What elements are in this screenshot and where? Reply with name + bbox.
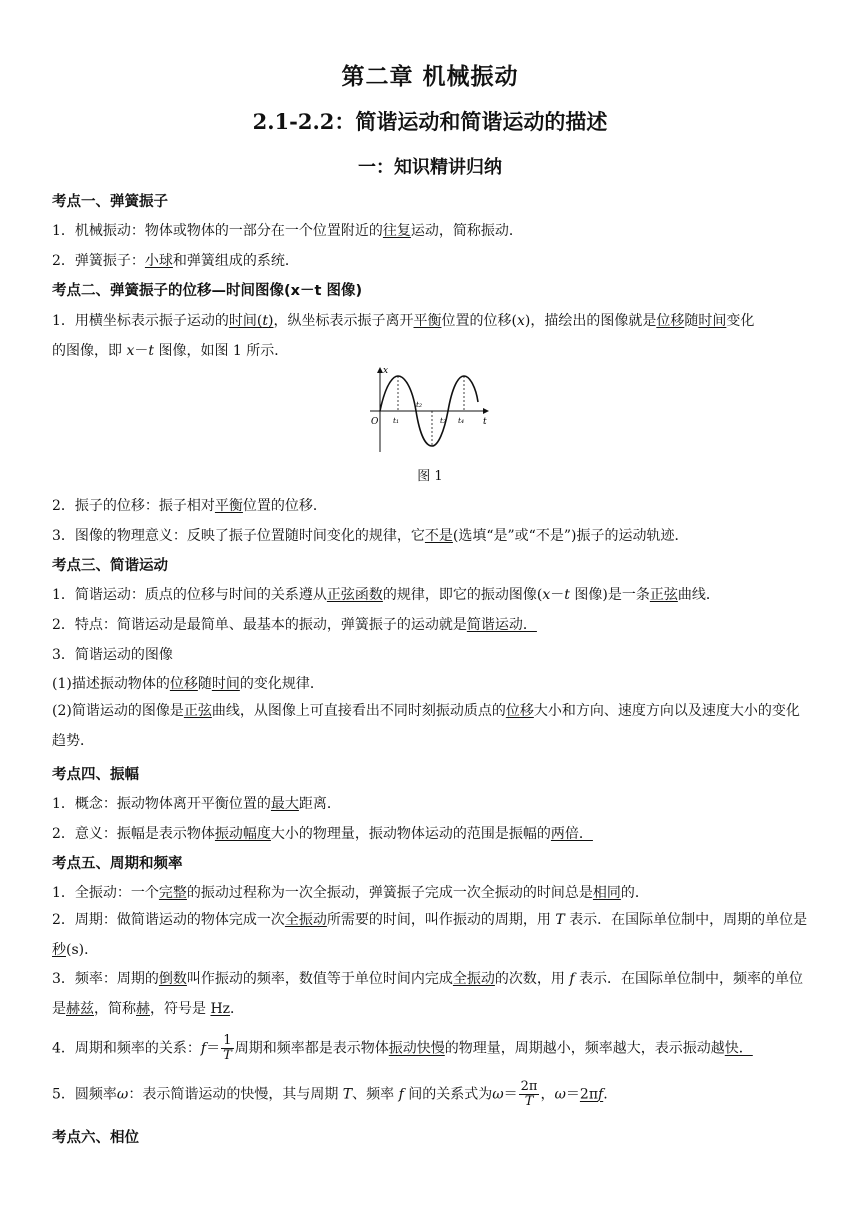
heading-k4: 考点四、振幅 — [52, 767, 139, 783]
k1-line1: 1．机械振动：物体或物体的一部分在一个位置附近的往复运动，简称振动． — [52, 223, 523, 239]
fraction-1-over-T: $\frac{1}{T}$ — [223, 1033, 232, 1063]
k5-line5: 5．圆频率ω：表示简谐运动的快慢，其与周期 T、频率 f 间的关系式为ω＝ $\frac{2\pi}{T}$ ，ω＝2πf. — [52, 1079, 608, 1109]
k3-line3: 3．简谐运动的图像 — [52, 647, 173, 663]
label-t2: t₂ — [416, 400, 423, 409]
k3-line4: (1)描述振动物体的位移随时间的变化规律． — [52, 676, 324, 692]
label-x: x — [383, 366, 389, 376]
label-t1: t₁ — [393, 416, 400, 425]
heading-k6: 考点六、相位 — [52, 1130, 139, 1146]
label-t: t — [483, 417, 487, 427]
heading-k2: 考点二、弹簧振子的位移—时间图像(x－t 图像) — [52, 283, 363, 299]
part-title: 一：知识精讲归纳 — [358, 157, 502, 178]
k3-line5: (2)简谐运动的图像是正弦曲线，从图像上可直接看出不同时刻振动质点的位移大小和方向、速度方向以及速度大小的变化趋势． — [52, 703, 800, 749]
displacement-time-figure — [360, 362, 492, 458]
k4-line1: 1．概念：振动物体离开平衡位置的最大距离． — [52, 796, 341, 812]
k5-line4: 4．周期和频率的关系：f＝ $\frac{1}{T}$ 周期和频率都是表示物体振动快慢的物理量，周期越小，频率越大，表示振动越快． — [52, 1033, 753, 1063]
k1-line2: 2．弹簧振子：小球和弹簧组成的系统． — [52, 253, 299, 269]
heading-k5: 考点五、周期和频率 — [52, 856, 183, 872]
k2-line1b: 的图像，即 x－t 图像，如图 1 所示． — [52, 343, 289, 359]
fraction-2pi-over-T: $\frac{2\pi}{T}$ — [520, 1079, 538, 1109]
k2-line1a: 1．用横坐标表示振子运动的时间(t)，纵坐标表示振子离开平衡位置的位移(x)，描绘出的图像就是位移随时间变化 — [52, 313, 755, 329]
k2-line3: 3．图像的物理意义：反映了振子位置随时间变化的规律，它不是(选填“是”或“不是”)振子的运动轨迹． — [52, 528, 689, 544]
label-t3: t₃ — [440, 416, 447, 425]
k4-line2: 2．意义：振幅是表示物体振动幅度大小的物理量，振动物体运动的范围是振幅的两倍． — [52, 826, 593, 842]
label-origin: O — [371, 417, 379, 427]
k5-line2: 2．周期：做简谐运动的物体完成一次全振动所需要的时间，叫作振动的周期，用 T 表示．在国际单位制中，周期的单位是秒(s)． — [52, 912, 808, 958]
figure-caption: 图 1 — [417, 469, 443, 484]
k5-line1: 1．全振动：一个完整的振动过程称为一次全振动，弹簧振子完成一次全振动的时间总是相同的． — [52, 885, 649, 901]
k2-line2: 2．振子的位移：振子相对平衡位置的位移． — [52, 498, 327, 514]
k5-line3: 3．频率：周期的倒数叫作振动的频率，数值等于单位时间内完成全振动的次数，用 f 表示．在国际单位制中，频率的单位是赫兹，简称赫，符号是 Hz． — [52, 971, 804, 1017]
chapter-title: 第二章 机械振动 — [341, 63, 519, 90]
heading-k3: 考点三、简谐运动 — [52, 558, 168, 574]
section-title: 2.1-2.2：简谐运动和简谐运动的描述 — [252, 109, 608, 134]
k3-line1: 1．简谐运动：质点的位移与时间的关系遵从正弦函数的规律，即它的振动图像(x－t 图像)是一条正弦曲线． — [52, 587, 720, 603]
label-t4: t₄ — [458, 416, 465, 425]
k3-line2: 2．特点：简谐运动是最简单、最基本的振动，弹簧振子的运动就是简谐运动． — [52, 617, 537, 633]
heading-k1: 考点一、弹簧振子 — [52, 194, 168, 210]
